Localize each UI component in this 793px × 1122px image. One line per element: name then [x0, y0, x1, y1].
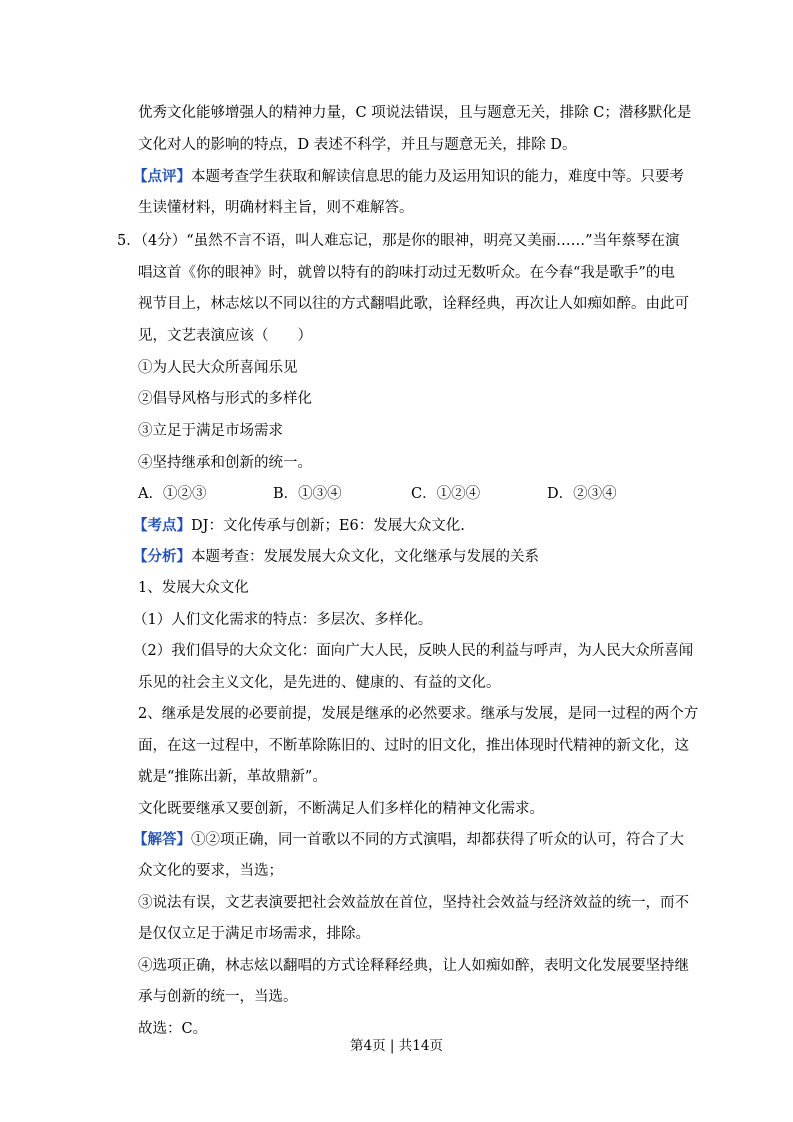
option-d: D．②③④: [547, 486, 617, 502]
option-b: B．①③④: [273, 486, 342, 502]
comment-text: 本题考查学生获取和解读信息思的能力及运用知识的能力，难度中等。只要考: [191, 169, 684, 185]
page-footer: 第4页 | 共14页: [350, 1038, 443, 1054]
answer-line: 是仅仅立足于满足市场需求，排除。: [138, 926, 370, 942]
fenxi-tag: 【分析】: [133, 548, 191, 565]
analysis-line: 2、继承是发展的必要前提，发展是继承的必然要求。继承与发展，是同一过程的两个方: [138, 706, 699, 722]
question-5-line: 唱这首《你的眼神》时，就曾以特有的韵味打动过无数听众。在今春“我是歌手”的电: [138, 265, 675, 281]
jieda-line: [133, 830, 684, 850]
answer-line: 故选：C。: [138, 1021, 208, 1037]
option-a: A．①②③: [138, 486, 207, 502]
fenxi-text: 本题考查：发展发展大众文化，文化继承与发展的关系: [191, 549, 539, 565]
analysis-line: 1、发展大众文化: [138, 580, 249, 596]
comment-tag: 【点评】: [133, 168, 191, 185]
text-line: 优秀文化能够增强人的精神力量，C 项说法错误，且与题意无关，排除 C；潜移默化是: [138, 105, 692, 121]
analysis-line: 就是“推陈出新，革故鼎新”。: [138, 769, 327, 785]
answer-line: ④选项正确，林志炫以翻唱的方式诠释释经典，让人如痴如醉，表明文化发展要坚持继: [138, 958, 689, 974]
text-line: 生读懂材料，明确材料主旨，则不难解答。: [138, 200, 414, 216]
answer-line: 承与创新的统一，当选。: [138, 989, 298, 1005]
analysis-line: （2）我们倡导的大众文化：面向广大人民，反映人民的利益与呼声，为人民大众所喜闻: [133, 643, 694, 659]
question-5-line: 视节目上，林志炫以不同以往的方式翻唱此歌，诠释经典，再次让人如痴如醉。由此可: [138, 296, 689, 312]
analysis-line: 面，在这一过程中，不断革除陈旧的、过时的旧文化，推出体现时代精神的新文化，这: [138, 738, 689, 754]
option-c: C．①②④: [411, 486, 481, 502]
answer-line: 众文化的要求，当选；: [138, 863, 283, 879]
analysis-line: 文化既要继承又要创新，不断满足人们多样化的精神文化需求。: [138, 801, 544, 817]
jieda-text: ①②项正确，同一首歌以不同的方式演唱，却都获得了听众的认可，符合了大: [191, 832, 684, 848]
question-5-line: 见，文艺表演应该（ ）: [138, 328, 312, 344]
statement-2: ②倡导风格与形式的多样化: [138, 391, 312, 407]
comment-line: [133, 167, 684, 187]
analysis-line: 乐见的社会主义文化，是先进的、健康的、有益的文化。: [138, 675, 501, 691]
kaodian-line: [133, 516, 465, 536]
text-line: 文化对人的影响的特点，D 表述不科学，并且与题意无关，排除 D。: [138, 137, 577, 153]
question-5-line: 5．（4分）“虽然不言不语，叫人难忘记，那是你的眼神，明亮又美丽……”当年蔡琴在演: [117, 233, 680, 249]
kaodian-text: DJ：文化传承与创新；E6：发展大众文化.: [191, 518, 465, 534]
answer-line: ③说法有误，文艺表演要把社会效益放在首位，坚持社会效益与经济效益的统一，而不: [138, 895, 689, 911]
statement-3: ③立足于满足市场需求: [138, 423, 283, 439]
analysis-line: （1）人们文化需求的特点：多层次、多样化。: [133, 612, 433, 628]
fenxi-line: [133, 547, 539, 567]
statement-4: ④坚持继承和创新的统一。: [138, 455, 312, 471]
jieda-tag: 【解答】: [133, 831, 191, 848]
statement-1: ①为人民大众所喜闻乐见: [138, 360, 298, 376]
kaodian-tag: 【考点】: [133, 517, 191, 534]
